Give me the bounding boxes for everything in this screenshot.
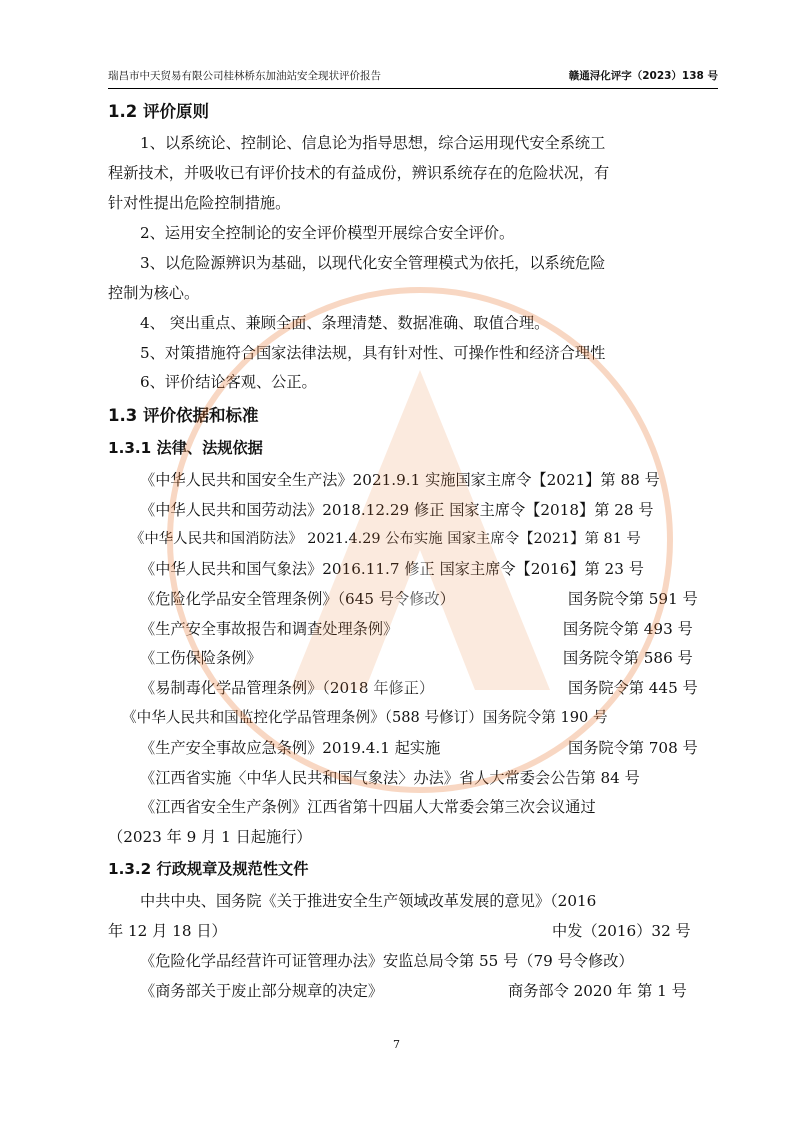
law-item: 《中华人民共和国消防法》 2021.4.29 公布实施 国家主席令【2021】第 81 号 [130,531,641,547]
header-report-number: 赣通浔化评字（2023）138 号 [568,70,718,82]
subsection-heading-regulations: 1.3.2 行政规章及规范性文件 [108,860,309,878]
law-item: 《中华人民共和国安全生产法》2021.9.1 实施国家主席令【2021】第 88 号 [140,471,660,489]
law-item: 《中华人民共和国气象法》2016.11.7 修正 国家主席令【2016】第 23 号 [140,560,644,578]
regulation-item: 《危险化学品经营许可证管理办法》安监总局令第 55 号（79 号令修改） [140,952,634,970]
law-item: 《生产安全事故报告和调查处理条例》 [140,620,399,638]
law-reference: 国务院令第 591 号 [568,590,698,608]
subsection-heading-laws: 1.3.1 法律、法规依据 [108,439,263,457]
law-item: 《中华人民共和国劳动法》2018.12.29 修正 国家主席令【2018】第 28 号 [140,501,654,519]
law-reference: 国务院令第 445 号 [568,679,698,697]
page-number: 7 [393,1038,400,1051]
paragraph-line: 针对性提出危险控制措施。 [108,194,291,212]
paragraph-line: 程新技术，并吸收已有评价技术的有益成份，辨识系统存在的危险状况，有 [108,164,610,182]
regulation-item: 《商务部关于废止部分规章的决定》 [140,982,383,1000]
law-reference: 国务院令第 493 号 [563,620,693,638]
regulation-reference: 商务部令 2020 年 第 1 号 [508,982,687,1000]
paragraph-line: 2、运用安全控制论的安全评价模型开展综合安全评价。 [140,224,515,242]
paragraph-line: 1、以系统论、控制论、信息论为指导思想，综合运用现代安全系统工 [140,134,606,152]
section-heading-principles: 1.2 评价原则 [108,102,209,121]
paragraph-line: 4、 突出重点、兼顾全面、条理清楚、数据准确、取值合理。 [140,314,550,332]
header-report-title: 瑞昌市中天贸易有限公司桂林桥东加油站安全现状评价报告 [108,70,381,82]
law-item: 《工伤保险条例》 [140,649,262,667]
page-header [108,66,718,89]
regulation-reference: 中发（2016）32 号 [552,922,691,940]
paragraph-line: 控制为核心。 [108,284,200,302]
paragraph-line: 5、对策措施符合国家法律法规，具有针对性、可操作性和经济合理性 [140,344,606,362]
law-item: 《江西省安全生产条例》江西省第十四届人大常委会第三次会议通过 [140,798,596,816]
law-item: 《生产安全事故应急条例》2019.4.1 起实施 [140,739,441,757]
law-reference: 国务院令第 586 号 [563,649,693,667]
regulation-item: 中共中央、国务院《关于推进安全生产领域改革发展的意见》（2016 [140,892,597,910]
law-item: 《易制毒化学品管理条例》（2018 年修正） [140,679,435,697]
law-item-continuation: （2023 年 9 月 1 日起施行） [108,828,312,846]
regulation-item-continuation: 年 12 月 18 日） [108,922,227,940]
paragraph-line: 3、以危险源辨识为基础，以现代化安全管理模式为依托，以系统危险 [140,254,606,272]
law-item: 《中华人民共和国监控化学品管理条例》（588 号修订）国务院令第 190 号 [122,709,608,726]
law-item: 《江西省实施〈中华人民共和国气象法〉办法》省人大常委会公告第 84 号 [140,769,640,787]
paragraph-line: 6、评价结论客观、公正。 [140,373,317,391]
law-reference: 国务院令第 708 号 [568,739,698,757]
law-item: 《危险化学品安全管理条例》（645 号令修改） [140,590,455,608]
section-heading-basis: 1.3 评价依据和标准 [108,406,259,425]
